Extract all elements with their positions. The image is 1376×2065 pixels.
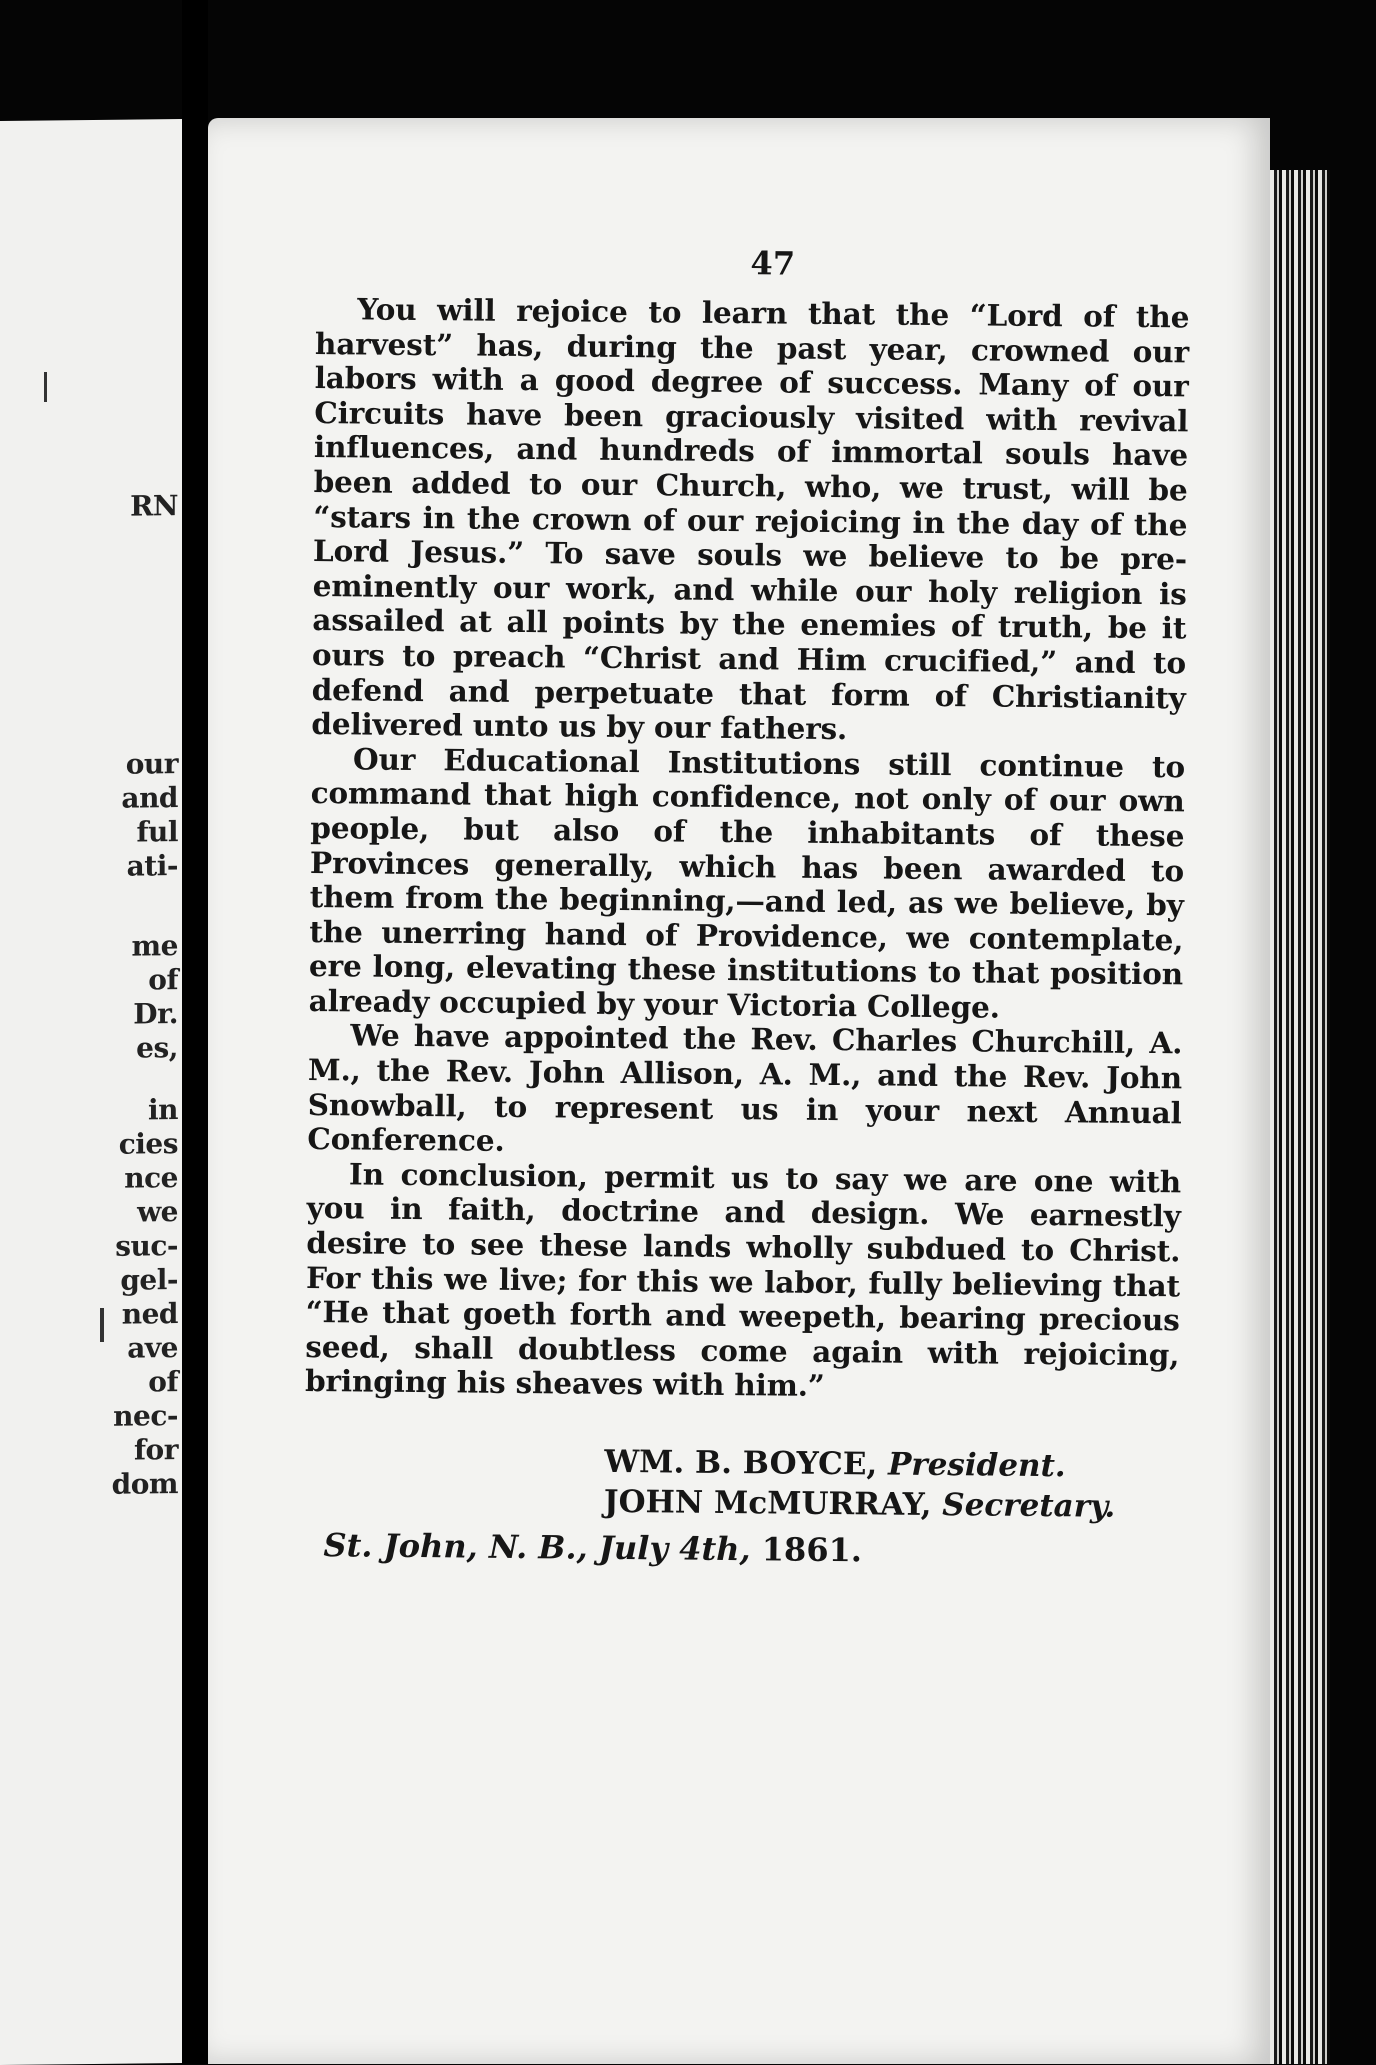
left-page-fragment: of — [148, 963, 178, 997]
left-page-fragment: we — [137, 1195, 178, 1229]
place: St. John, N. B., July 4th, — [323, 1526, 751, 1569]
book-gutter — [182, 0, 208, 2064]
signature-role: President. — [887, 1446, 1066, 1485]
left-page-fragment: ati- — [126, 849, 178, 883]
left-page — [0, 119, 182, 2065]
left-page-fragment: ful — [136, 815, 178, 849]
left-page-fragment: of — [148, 1365, 178, 1399]
signature-name: JOHN McMURRAY, — [603, 1483, 932, 1523]
paragraph-harvest: You will rejoice to learn that the “Lord of the harvest” has, during the past year, crowned our labors with a good degree of success. Many of our Circuits have been graciously visited with revival influences, and hundreds of immortal souls have been added to our Church, who, we trust, will be “stars in the crown of our rejoicing in the day of the Lord Jesus.” To save souls we believe to be pre-eminently our work, and while our holy religion is assailed at all points by the enemies of truth, be it ours to preach “Christ and Him crucified,” and to defend and perpetuate that form of Christianity delivered unto us by our fathers. — [311, 291, 1190, 747]
left-page-fragment: es, — [136, 1031, 178, 1065]
page-number: 47 — [750, 244, 796, 283]
left-page-fragment: RN — [130, 489, 178, 523]
signature-secretary — [604, 1482, 1178, 1528]
left-page-fragment: dom — [111, 1467, 178, 1501]
left-page-fragment: ned — [121, 1297, 178, 1331]
left-page-fragment: ave — [127, 1331, 178, 1365]
left-page-fragment: in — [148, 1093, 178, 1127]
page-text — [303, 240, 1190, 1573]
left-page-fragment: gel- — [120, 1263, 178, 1297]
signature-president — [604, 1442, 1178, 1488]
left-page-fragment: me — [131, 929, 178, 963]
left-page-fragment: nce — [124, 1161, 178, 1195]
paragraph-conclusion: In conclusion, permit us to say we are one with you in faith, doctrine and design. We earnestly desire to see these lands wholly subdued to Christ. For this we live; for this we labor, fully believing that “He that goeth forth and weepeth, bearing precious seed, shall doubtless come again with rejoicing, bringing his sheaves with him.” — [304, 1156, 1182, 1404]
left-page-fragment: Dr. — [133, 997, 178, 1031]
paragraph-education: Our Educational Institutions still continue to command that high confidence, not only of our own people, but also of the inhabitants of these Provinces generally, which has been awarded to them from the beginning,—and led, as we believe, by the unerring hand of Providence, we contemplate, ere long, elevating these institutions to that position already occupied by your Victoria College. — [308, 741, 1186, 1025]
place-date — [323, 1525, 1177, 1573]
margin-mark — [100, 1308, 104, 1342]
page-edges — [1270, 170, 1330, 2064]
left-page-fragment: cies — [118, 1127, 178, 1161]
margin-mark — [44, 372, 47, 402]
signature-name: WM. B. BOYCE, — [604, 1443, 878, 1483]
left-page-fragment: nec- — [113, 1399, 178, 1433]
signature-role: Secretary. — [942, 1487, 1116, 1525]
left-page-fragment: and — [121, 781, 178, 815]
paragraph-appointments: We have appointed the Rev. Charles Churchill, A. M., the Rev. John Allison, A. M., and the Rev. John Snowball, to represent us in your next Annual Conference. — [307, 1017, 1183, 1159]
left-page-fragment: suc- — [115, 1229, 178, 1263]
left-page-fragment: for — [134, 1433, 178, 1467]
left-page-fragment: our — [125, 747, 178, 781]
year: 1861. — [761, 1530, 863, 1570]
